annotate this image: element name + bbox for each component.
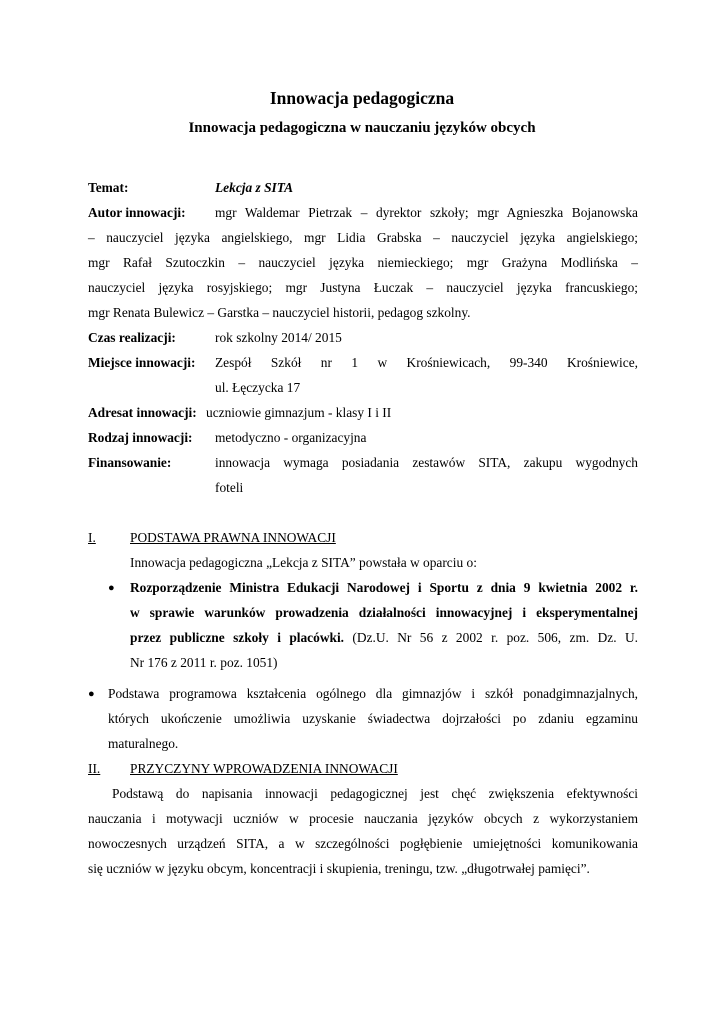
autor-line-3: mgr Rafał Szutoczkin – nauczyciel języka niemieckiego; mgr Grażyna Modlińska – [88,255,638,270]
adresat-label: Adresat innowacji: [88,405,197,420]
autor-line-1: mgr Waldemar Pietrzak – dyrektor szkoły; mgr Agnieszka Bojanowska [215,205,638,220]
finans-label: Finansowanie: [88,455,172,470]
section1-heading: PODSTAWA PRAWNA INNOWACJI [130,530,336,545]
section2-para-line-4: się uczniów w języku obcym, koncentracji i skupienia, treningu, tzw. „długotrwałej pamięci”. [88,861,590,876]
section2-para-line-2: nauczania i motywacji uczniów w procesie nauczania języków obcych z wykorzystaniem [88,811,638,826]
bullet1-line-2: w sprawie warunków prowadzenia działalności innowacyjnej i eksperymentalnej [130,605,638,620]
bullet1-line-3-rest: (Dz.U. Nr 56 z 2002 r. poz. 506, zm. Dz. U. [352,630,638,645]
rodzaj-label: Rodzaj innowacji: [88,430,193,445]
bullet-dot-icon: ● [88,688,95,700]
section2-number: II. [88,761,101,776]
section2-heading: PRZYCZYNY WPROWADZENIA INNOWACJI [130,761,398,776]
autor-line-5: mgr Renata Bulewicz – Garstka – nauczyciel historii, pedagog szkolny. [88,305,471,320]
section2-para-line-3: nowoczesnych urządzeń SITA, a w szczególności pogłębienie umiejętności komunikowania [88,836,638,851]
autor-label: Autor innowacji: [88,205,186,220]
section2-para-line-1: Podstawą do napisania innowacji pedagogicznej jest chęć zwiększenia efektywności [112,786,638,801]
section1-number: I. [88,530,96,545]
czas-value: rok szkolny 2014/ 2015 [215,330,342,345]
adresat-value: uczniowie gimnazjum - klasy I i II [206,405,392,420]
temat-label: Temat: [88,180,129,195]
finans-line-2: foteli [215,480,244,495]
bullet1-line-3 [130,630,638,646]
document-title: Innowacja pedagogiczna [269,88,455,108]
autor-line-2: – nauczyciel języka angielskiego, mgr Lidia Grabska – nauczyciel języka angielskiego; [88,230,638,245]
bullet1-line-4: Nr 176 z 2011 r. poz. 1051) [130,655,278,670]
section1-intro: Innowacja pedagogiczna „Lekcja z SITA” powstała w oparciu o: [130,555,477,570]
temat-value: Lekcja z SITA [215,180,294,195]
bullet1-line-3-bold: przez publiczne szkoły i placówki. [130,630,345,645]
bullet2-line-1: Podstawa programowa kształcenia ogólnego dla gimnazjów i szkół ponadgimnazjalnych, [108,686,638,701]
rodzaj-value: metodyczno - organizacyjna [215,430,367,445]
miejsce-line-2: ul. Łęczycka 17 [215,380,301,395]
bullet2-line-2: których ukończenie umożliwia uzyskanie świadectwa dojrzałości po zdaniu egzaminu [108,711,638,726]
bullet-dot-icon: ● [108,582,115,594]
czas-label: Czas realizacji: [88,330,176,345]
document-subtitle: Innowacja pedagogiczna w nauczaniu języków obcych [188,120,536,136]
autor-line-4: nauczyciel języka rosyjskiego; mgr Justyna Łuczak – nauczyciel języka francuskiego; [88,280,638,295]
miejsce-label: Miejsce innowacji: [88,355,196,370]
finans-line-1: innowacja wymaga posiadania zestawów SITA, zakupu wygodnych [215,455,638,470]
miejsce-line-1: Zespół Szkół nr 1 w Krośniewicach, 99-340 Krośniewice, [215,355,638,370]
bullet1-line-1: Rozporządzenie Ministra Edukacji Narodowej i Sportu z dnia 9 kwietnia 2002 r. [130,580,638,595]
bullet2-line-3: maturalnego. [108,736,179,751]
